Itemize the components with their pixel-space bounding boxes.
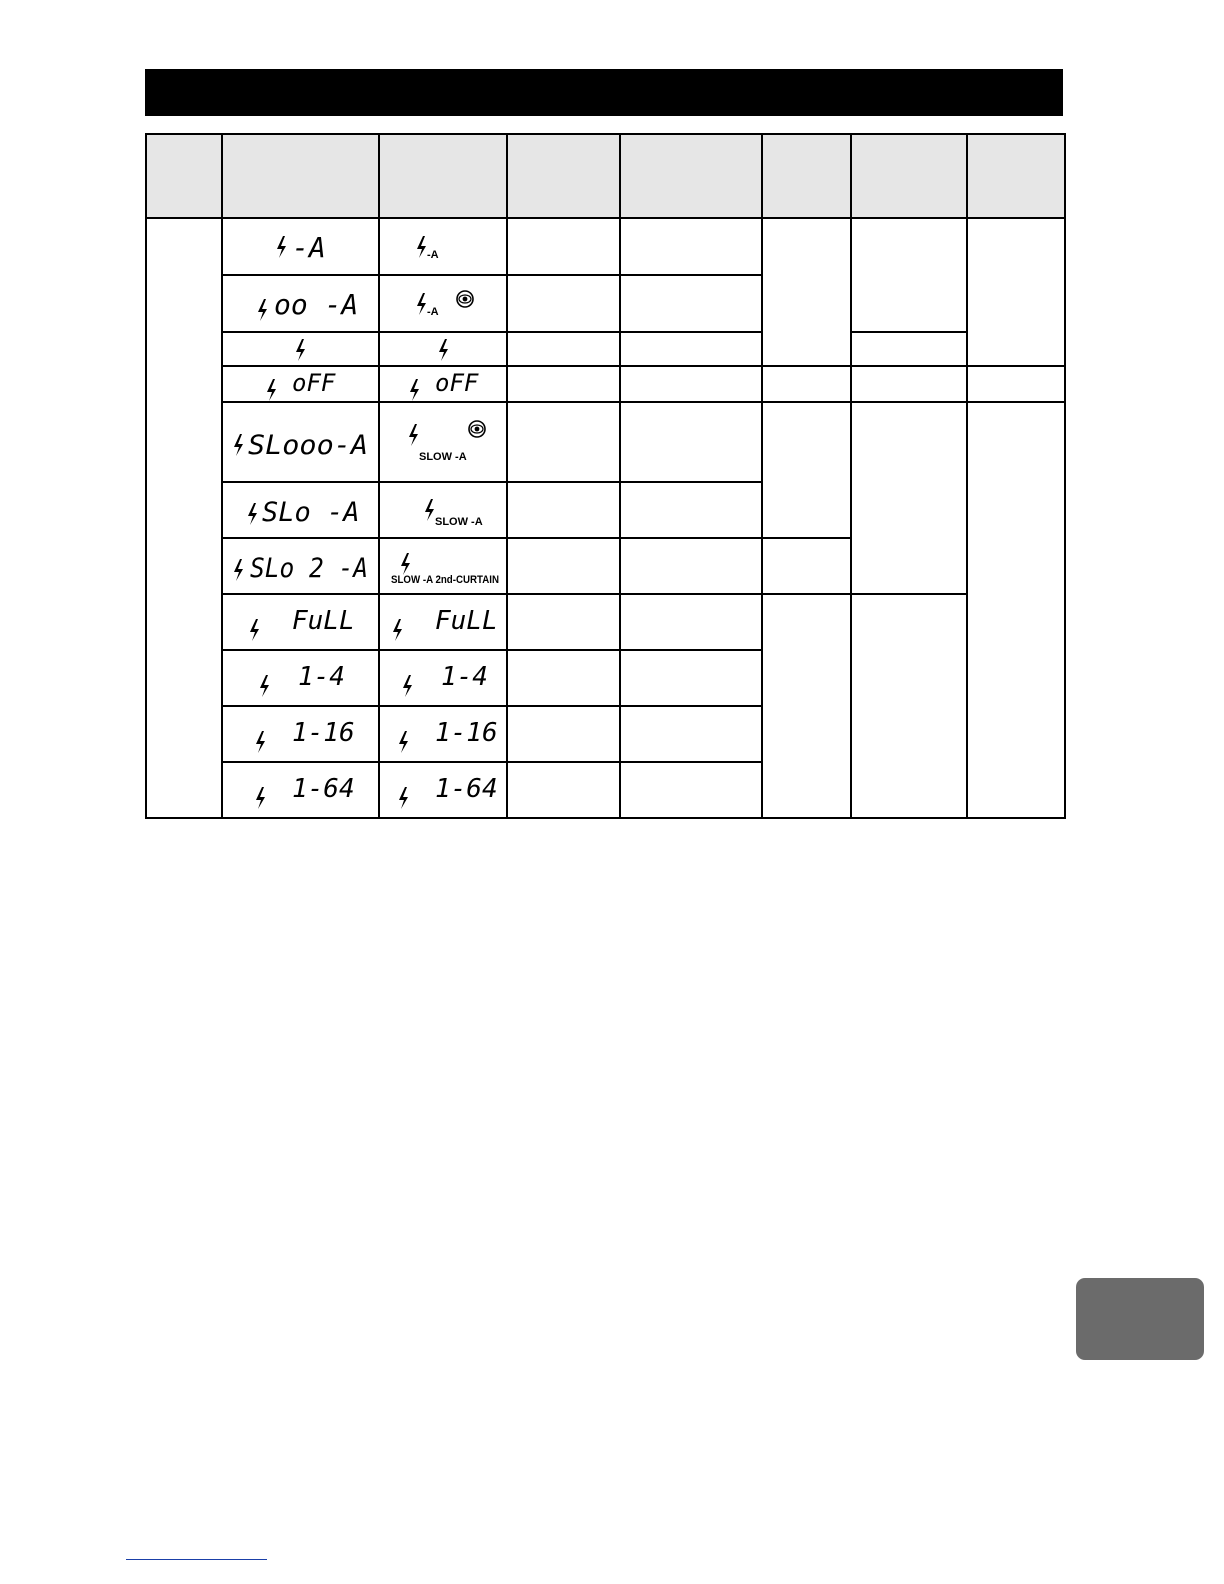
red-eye-icon xyxy=(457,291,473,307)
flash-mode-table xyxy=(145,133,1066,819)
flash-icon xyxy=(417,236,426,258)
lcd-readout xyxy=(226,334,376,364)
flash-icon xyxy=(417,293,426,315)
flash-icon xyxy=(234,559,243,581)
viewfinder-symbol-text: 1-4 xyxy=(441,662,488,692)
panel-readout-text: 1-4 xyxy=(297,662,345,692)
viewfinder-symbol-text: -A xyxy=(427,305,439,318)
panel-readout-text: SLooo-A xyxy=(247,430,368,461)
header-cell xyxy=(620,134,762,218)
lcd-readout xyxy=(226,279,376,329)
flash-icon xyxy=(439,339,448,361)
viewfinder-symbol xyxy=(383,412,503,472)
table-row xyxy=(146,402,1065,482)
table-row xyxy=(146,332,1065,366)
panel-readout-text: 1-64 xyxy=(291,774,355,804)
viewfinder-symbol-text: SLOW -A xyxy=(435,516,483,528)
table-cell xyxy=(507,402,620,482)
table-cell xyxy=(851,366,967,402)
table-cell xyxy=(507,218,620,275)
flash-icon xyxy=(403,675,412,697)
group-cell xyxy=(146,218,222,818)
table-cell xyxy=(620,275,762,332)
viewfinder-cell xyxy=(379,594,507,650)
panel-readout-cell xyxy=(222,332,379,366)
table-row xyxy=(146,594,1065,650)
table-cell xyxy=(967,218,1065,366)
table-cell xyxy=(851,594,967,818)
panel-readout-cell xyxy=(222,594,379,650)
footer-rule xyxy=(126,1559,267,1560)
table-cell xyxy=(620,402,762,482)
table-cell xyxy=(762,594,851,818)
panel-readout-text: oo -A xyxy=(273,287,358,321)
viewfinder-cell xyxy=(379,218,507,275)
viewfinder-cell xyxy=(379,332,507,366)
table-cell xyxy=(507,650,620,706)
viewfinder-symbol xyxy=(383,367,503,401)
panel-readout-cell xyxy=(222,706,379,762)
header-cell xyxy=(507,134,620,218)
viewfinder-cell xyxy=(379,482,507,538)
flash-icon xyxy=(409,424,418,446)
viewfinder-symbol xyxy=(383,709,503,759)
panel-readout-cell xyxy=(222,538,379,594)
flash-icon xyxy=(425,499,434,521)
table-cell xyxy=(851,402,967,594)
viewfinder-symbol xyxy=(383,222,503,272)
table-cell xyxy=(762,402,851,538)
table-cell xyxy=(620,594,762,650)
header-cell xyxy=(851,134,967,218)
panel-readout-cell xyxy=(222,402,379,482)
table-cell xyxy=(507,332,620,366)
flash-icon xyxy=(256,787,265,809)
viewfinder-symbol xyxy=(383,765,503,815)
header-cell xyxy=(379,134,507,218)
viewfinder-cell xyxy=(379,762,507,818)
lcd-readout xyxy=(226,485,376,535)
viewfinder-symbol-text: -A xyxy=(427,248,439,261)
viewfinder-cell xyxy=(379,650,507,706)
flash-icon xyxy=(267,379,276,401)
viewfinder-symbol-text: oFF xyxy=(435,369,479,397)
panel-readout-cell xyxy=(222,218,379,275)
panel-readout-cell xyxy=(222,762,379,818)
panel-readout-cell xyxy=(222,650,379,706)
panel-readout-cell xyxy=(222,275,379,332)
lcd-readout xyxy=(226,367,376,401)
viewfinder-symbol xyxy=(383,279,503,329)
panel-readout-text: 1-16 xyxy=(291,718,355,748)
flash-icon xyxy=(277,236,286,258)
flash-icon xyxy=(260,675,269,697)
viewfinder-symbol xyxy=(383,653,503,703)
flash-icon xyxy=(250,619,259,641)
viewfinder-symbol xyxy=(383,597,503,647)
panel-readout-text: SLo -A xyxy=(261,497,360,528)
viewfinder-symbol-text: SLOW -A xyxy=(419,451,467,463)
lcd-readout xyxy=(226,597,376,647)
table-cell xyxy=(620,706,762,762)
flash-icon xyxy=(248,503,257,525)
table-cell xyxy=(762,538,851,594)
panel-readout-cell xyxy=(222,482,379,538)
flash-icon xyxy=(410,379,419,401)
table-row xyxy=(146,366,1065,402)
header-cell xyxy=(146,134,222,218)
flash-icon xyxy=(399,787,408,809)
viewfinder-symbol xyxy=(383,334,503,364)
panel-readout-text: SLo 2 -A xyxy=(249,553,368,584)
table-cell xyxy=(507,594,620,650)
table-cell xyxy=(507,366,620,402)
header-cell xyxy=(222,134,379,218)
viewfinder-cell xyxy=(379,366,507,402)
lcd-readout xyxy=(226,222,376,272)
viewfinder-symbol-text: 1-16 xyxy=(435,718,498,748)
table-cell xyxy=(967,366,1065,402)
viewfinder-cell xyxy=(379,538,507,594)
table-cell xyxy=(620,538,762,594)
table-cell xyxy=(851,218,967,332)
viewfinder-cell xyxy=(379,275,507,332)
lcd-readout xyxy=(226,653,376,703)
lcd-readout xyxy=(226,765,376,815)
table-cell xyxy=(762,366,851,402)
table-cell xyxy=(851,332,967,366)
flash-icon xyxy=(258,299,267,321)
chapter-thumb-tab xyxy=(1076,1278,1204,1360)
panel-readout-text: -A xyxy=(291,230,326,264)
viewfinder-symbol-text: SLOW -A 2nd-CURTAIN xyxy=(391,574,500,586)
header-cell xyxy=(762,134,851,218)
flash-icon xyxy=(393,619,402,641)
viewfinder-symbol xyxy=(383,485,503,535)
table-cell xyxy=(620,218,762,275)
table-cell xyxy=(620,650,762,706)
table-header-row xyxy=(146,134,1065,218)
flash-icon xyxy=(399,731,408,753)
table-cell xyxy=(620,332,762,366)
viewfinder-cell xyxy=(379,706,507,762)
header-cell xyxy=(967,134,1065,218)
table-cell xyxy=(507,482,620,538)
viewfinder-symbol xyxy=(383,541,503,591)
viewfinder-symbol-text: FuLL xyxy=(435,606,498,636)
viewfinder-symbol-text: 1-64 xyxy=(435,774,498,804)
flash-icon xyxy=(401,553,410,575)
red-eye-icon xyxy=(469,421,485,437)
flash-icon xyxy=(256,731,265,753)
flash-icon xyxy=(296,339,305,361)
viewfinder-cell xyxy=(379,402,507,482)
lcd-readout xyxy=(226,709,376,759)
table-cell xyxy=(967,402,1065,818)
table-cell xyxy=(762,218,851,366)
table-row xyxy=(146,218,1065,275)
flash-icon xyxy=(234,434,243,456)
table-cell xyxy=(507,538,620,594)
table-cell xyxy=(620,482,762,538)
table-cell xyxy=(507,275,620,332)
table-cell xyxy=(620,762,762,818)
table-cell xyxy=(507,762,620,818)
table-cell xyxy=(620,366,762,402)
section-title-bar xyxy=(145,69,1063,116)
lcd-readout xyxy=(226,541,376,591)
panel-readout-text: FuLL xyxy=(291,606,355,636)
panel-readout-text: oFF xyxy=(291,369,335,397)
table-cell xyxy=(507,706,620,762)
lcd-readout xyxy=(226,412,376,472)
panel-readout-cell xyxy=(222,366,379,402)
